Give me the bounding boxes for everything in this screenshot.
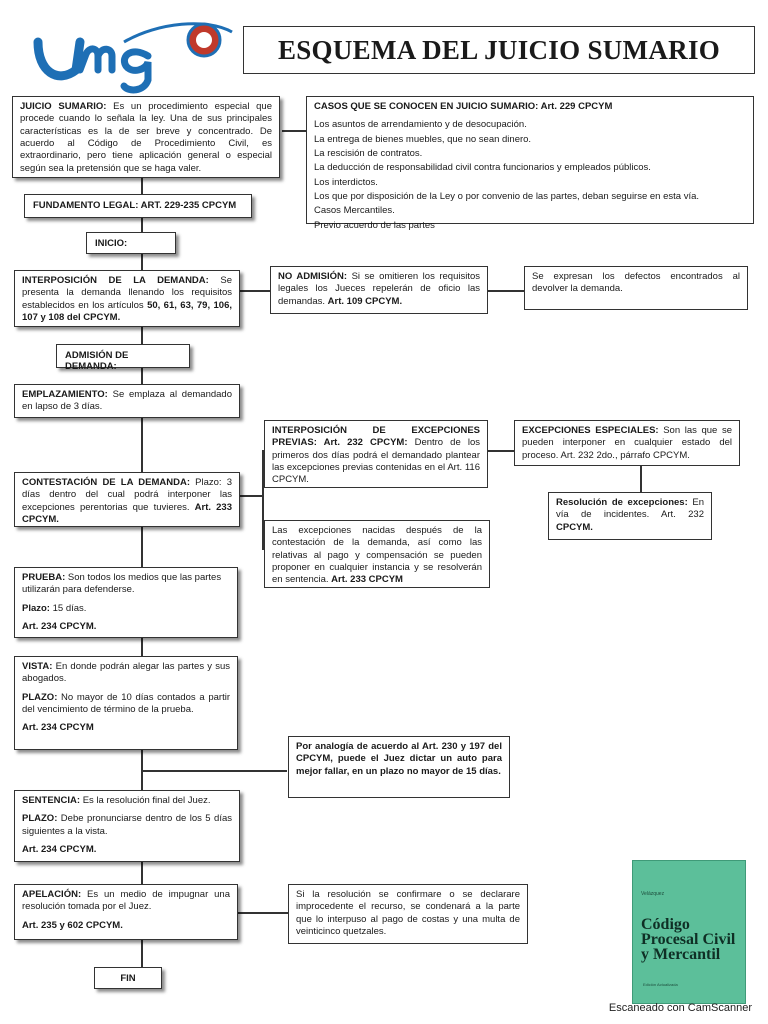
vista-box: [14, 656, 238, 750]
resolucion-excepciones-heading: Resolución de excepciones:: [556, 497, 688, 508]
book-cover-image: [632, 860, 746, 1004]
book-bottom-text: Edición Actualizada: [643, 982, 678, 987]
vista-text: En donde podrán alegar las partes y sus abogados.: [22, 661, 230, 685]
sentencia-text: Es la resolución final del Juez.: [80, 795, 211, 806]
analogia-text: Por analogía de acuerdo al Art. 230 y 197 del CPCYM, puede el Juez dictar un auto para mejor fallar, en un plazo no mayor de 15 días.: [296, 741, 502, 777]
sentencia-plazo-text: Debe pronunciarse dentro de los 5 días siguientes a la vista.: [22, 813, 232, 837]
list-item: Previo acuerdo de las partes: [314, 219, 435, 231]
defectos-box: Se expresan los defectos encontrados al devolver la demanda.: [524, 266, 748, 310]
book-top-text: Velázquez: [641, 891, 665, 897]
umg-logo: [28, 12, 238, 96]
sentencia-heading: SENTENCIA:: [22, 795, 81, 806]
casos-box: [306, 96, 754, 231]
contestacion-text: Plazo: 3 días dentro del cual podrá interponer las excepciones perentorias que tuvieres.: [22, 477, 232, 513]
vista-heading: VISTA:: [22, 661, 53, 672]
resolucion-excepciones-box: [548, 492, 712, 540]
sentencia-plazo-label: PLAZO:: [22, 813, 58, 825]
sentencia-article: Art. 234 CPCYM.: [22, 844, 97, 856]
excepciones-nacidas-text: Las excepciones nacidas después de la contestación de la demanda, así como las relativas al pago y compensación se pueden proponer en cualquier instancia y se resolverán en sentencia.: [272, 525, 482, 586]
excepciones-previas-heading: INTERPOSICIÓN DE EXCEPCIONES PREVIAS: Art. 232 CPCYM:: [272, 425, 480, 449]
no-admision-text: Si se omitieren los requisitos legales los Jueces repelerán de oficio las demandas.: [278, 271, 480, 307]
excepciones-especiales-text: Son las que se pueden interponer en cualquier estado del proceso. Art. 232 2do., párrafo CPCYM.: [522, 425, 732, 461]
excepciones-previas-box: [264, 420, 488, 488]
list-item: Los asuntos de arrendamiento y de desocupación.: [314, 119, 527, 131]
excepciones-nacidas-box: [264, 520, 490, 588]
page-title: ESQUEMA DEL JUICIO SUMARIO: [243, 26, 755, 74]
emplazamiento-text: Se emplaza al demandado en lapso de 3 días.: [22, 389, 232, 413]
vista-plazo-label: PLAZO:: [22, 691, 58, 703]
prueba-plazo-label: Plazo:: [22, 602, 50, 614]
list-item: La rescisión de contratos.: [314, 148, 423, 160]
inicio-label: INICIO:: [86, 232, 176, 254]
list-item: La entrega de bienes muebles, que no sean dinero.: [314, 133, 532, 145]
prueba-box: [14, 567, 238, 638]
interposicion-text: Se presenta la demanda llenando los requisitos establecidos en los artículos: [22, 275, 232, 311]
excepciones-nacidas-article: Art. 233 CPCYM: [331, 574, 403, 586]
excepciones-especiales-heading: EXCEPCIONES ESPECIALES:: [522, 425, 659, 436]
book-title: Código Procesal Civil y Mercantil: [641, 916, 736, 963]
interposicion-box: [14, 270, 240, 327]
casos-heading: CASOS QUE SE CONOCEN EN JUICIO SUMARIO: Art. 229 CPCYM: [314, 101, 613, 112]
juicio-sumario-box: [12, 96, 280, 178]
interposicion-heading: INTERPOSICIÓN DE LA DEMANDA:: [22, 275, 209, 286]
contestacion-box: [14, 472, 240, 527]
resolucion-excepciones-article: CPCYM.: [556, 521, 593, 533]
resolucion-confirmare-box: [288, 884, 528, 944]
no-admision-heading: NO ADMISIÓN:: [278, 271, 348, 282]
sentencia-box: [14, 790, 240, 862]
excepciones-previas-text: Dentro de los primeros dos días podrá el demandado plantear las excepciones previas contenidas en el Art. 116 CPCYM.: [272, 437, 480, 486]
admision-label: ADMISIÓN DE DEMANDA:: [56, 344, 190, 368]
list-item: Casos Mercantiles.: [314, 205, 395, 217]
contestacion-article: Art. 233 CPCYM.: [22, 501, 232, 526]
scanner-watermark: Escaneado con CamScanner: [608, 1002, 752, 1014]
apelacion-box: [14, 884, 238, 940]
logo-text: Umg: [28, 12, 31, 13]
juicio-sumario-heading: JUICIO SUMARIO:: [20, 101, 107, 112]
vista-article: Art. 234 CPCYM: [22, 722, 94, 734]
list-item: Los interdictos.: [314, 176, 378, 188]
fundamento-label: FUNDAMENTO LEGAL: ART. 229-235 CPCYM: [24, 194, 252, 218]
apelacion-article: Art. 235 y 602 CPCYM.: [22, 919, 123, 931]
list-item: Los que por disposición de la Ley o por convenio de las partes, deban seguirse en esta vía.: [314, 191, 700, 203]
fin-label: FIN: [94, 967, 162, 989]
apelacion-text: Es un medio de impugnar una resolución tomada por el Juez.: [22, 889, 230, 913]
resolucion-excepciones-text: En vía de incidentes. Art. 232: [556, 497, 704, 521]
resolucion-confirmare-text: Si la resolución se confirmare o se declarare improcedente el recurso, se condenará a la parte que lo interpuso al pago de costas y una multa de veinticinco quetzales.: [296, 889, 520, 938]
no-admision-article: Art. 109 CPCYM.: [327, 295, 403, 307]
contestacion-heading: CONTESTACIÓN DE LA DEMANDA:: [22, 477, 190, 488]
vista-plazo-text: No mayor de 10 días contados a partir del vencimiento de término de la prueba.: [22, 691, 230, 716]
excepciones-especiales-box: [514, 420, 740, 466]
prueba-text: Son todos los medios que las partes utilizarán para defenderse.: [22, 572, 222, 596]
casos-list: [314, 119, 746, 232]
analogia-box: [288, 736, 510, 798]
prueba-article: Art. 234 CPCYM.: [22, 621, 97, 633]
no-admision-box: [270, 266, 488, 314]
interposicion-articles: 50, 61, 63, 79, 106, 107 y 108 del CPCYM.: [22, 299, 233, 324]
prueba-heading: PRUEBA:: [22, 572, 66, 583]
prueba-plazo-text: 15 días.: [49, 602, 87, 614]
apelacion-heading: APELACIÓN:: [22, 889, 82, 900]
emplazamiento-box: [14, 384, 240, 418]
emplazamiento-heading: EMPLAZAMIENTO:: [22, 389, 108, 400]
juicio-sumario-text: Es un procedimiento especial que procede cuando lo señala la ley. Una de sus principales características es la de ser breve y concentrado. De acuerdo al Código de Procedimiento Civil, es extraordinario, pero tiene aplicación general o especial según sea la pretensión que se haga valer.: [20, 101, 273, 174]
list-item: La deducción de responsabilidad civil contra funcionarios y empleados públicos.: [314, 162, 651, 174]
